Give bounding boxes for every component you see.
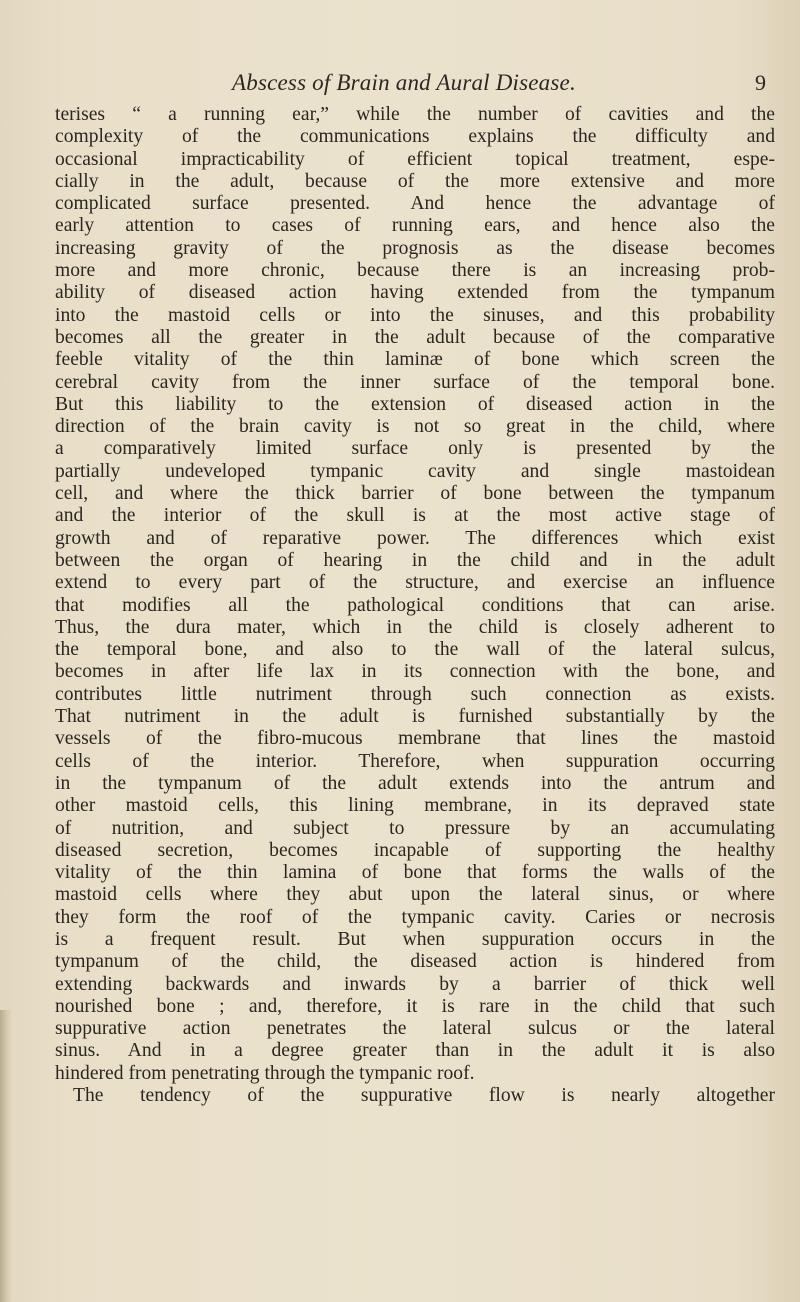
text-line: they form the roof of the tympanic cavity. Caries or necrosis bbox=[55, 906, 775, 928]
text-line: direction of the brain cavity is not so great in the child, where bbox=[55, 416, 775, 438]
text-line: other mastoid cells, this lining membrane, in its depraved state bbox=[55, 795, 775, 817]
text-line: terises “ a running ear,” while the number of cavities and the bbox=[55, 104, 775, 125]
text-line: complexity of the communications explains the difficulty and bbox=[55, 126, 775, 148]
text-line: vessels of the fibro-mucous membrane that lines the mastoid bbox=[55, 728, 775, 750]
text-line: cells of the interior. Therefore, when suppuration occurring bbox=[55, 750, 775, 772]
text-line: The tendency of the suppurative flow is nearly altogether bbox=[73, 1085, 775, 1107]
text-line: suppurative action penetrates the lateral sulcus or the lateral bbox=[55, 1018, 775, 1040]
text-line: partially undeveloped tympanic cavity and single mastoidean bbox=[55, 460, 775, 482]
text-line: complicated surface presented. And hence the advantage of bbox=[55, 193, 775, 215]
text-line: extending backwards and inwards by a barrier of thick well bbox=[55, 973, 775, 995]
text-line: cially in the adult, because of the more extensive and more bbox=[55, 170, 775, 192]
page-number: 9 bbox=[755, 70, 766, 95]
text-line: becomes all the greater in the adult because of the comparative bbox=[55, 326, 775, 348]
text-line: and the interior of the skull is at the most active stage of bbox=[55, 505, 775, 527]
text-line: diseased secretion, becomes incapable of supporting the healthy bbox=[55, 839, 775, 861]
running-head-title: Abscess of Brain and Aural Disease. bbox=[232, 70, 576, 95]
text-line: extend to every part of the structure, and exercise an influence bbox=[55, 572, 775, 594]
text-line: cerebral cavity from the inner surface of the temporal bone. bbox=[55, 371, 775, 393]
text-line: the temporal bone, and also to the wall of the lateral sulcus, bbox=[55, 639, 775, 661]
text-line: vitality of the thin lamina of bone that forms the walls of the bbox=[55, 862, 775, 884]
text-line: of nutrition, and subject to pressure by an accumulating bbox=[55, 817, 775, 839]
text-line: in the tympanum of the adult extends into the antrum and bbox=[55, 772, 775, 794]
text-line: between the organ of hearing in the child and in the adult bbox=[55, 549, 775, 571]
page-edge-shadow bbox=[0, 1010, 12, 1302]
text-line: hindered from penetrating through the tympanic roof. bbox=[55, 1062, 475, 1084]
text-line: tympanum of the child, the diseased action is hindered from bbox=[55, 951, 775, 973]
text-line: occasional impracticability of efficient topical treatment, espe- bbox=[55, 148, 775, 170]
text-line: Thus, the dura mater, which in the child is closely adherent to bbox=[55, 616, 775, 638]
text-line: into the mastoid cells or into the sinuses, and this probability bbox=[55, 304, 775, 326]
text-line: that modifies all the pathological conditions that can arise. bbox=[55, 594, 775, 616]
text-line: nourished bone ; and, therefore, it is rare in the child that such bbox=[55, 995, 775, 1017]
text-line: is a frequent result. But when suppuration occurs in the bbox=[55, 928, 775, 950]
text-line: That nutriment in the adult is furnished substantially by the bbox=[55, 706, 775, 728]
body-text bbox=[55, 104, 775, 1107]
text-line: early attention to cases of running ears, and hence also the bbox=[55, 215, 775, 237]
text-line: mastoid cells where they abut upon the lateral sinus, or where bbox=[55, 884, 775, 906]
text-line: becomes in after life lax in its connection with the bone, and bbox=[55, 661, 775, 683]
text-line: sinus. And in a degree greater than in the adult it is also bbox=[55, 1040, 775, 1062]
text-line: feeble vitality of the thin laminæ of bone which screen the bbox=[55, 349, 775, 371]
running-head bbox=[0, 70, 800, 100]
text-line: growth and of reparative power. The differences which exist bbox=[55, 527, 775, 549]
text-line: ability of diseased action having extended from the tympanum bbox=[55, 282, 775, 304]
text-line: cell, and where the thick barrier of bone between the tympanum bbox=[55, 483, 775, 505]
text-line: a comparatively limited surface only is presented by the bbox=[55, 438, 775, 460]
text-line: increasing gravity of the prognosis as the disease becomes bbox=[55, 237, 775, 259]
text-line: contributes little nutriment through such connection as exists. bbox=[55, 683, 775, 705]
text-line: But this liability to the extension of diseased action in the bbox=[55, 393, 775, 415]
text-line: more and more chronic, because there is an increasing prob- bbox=[55, 260, 775, 282]
